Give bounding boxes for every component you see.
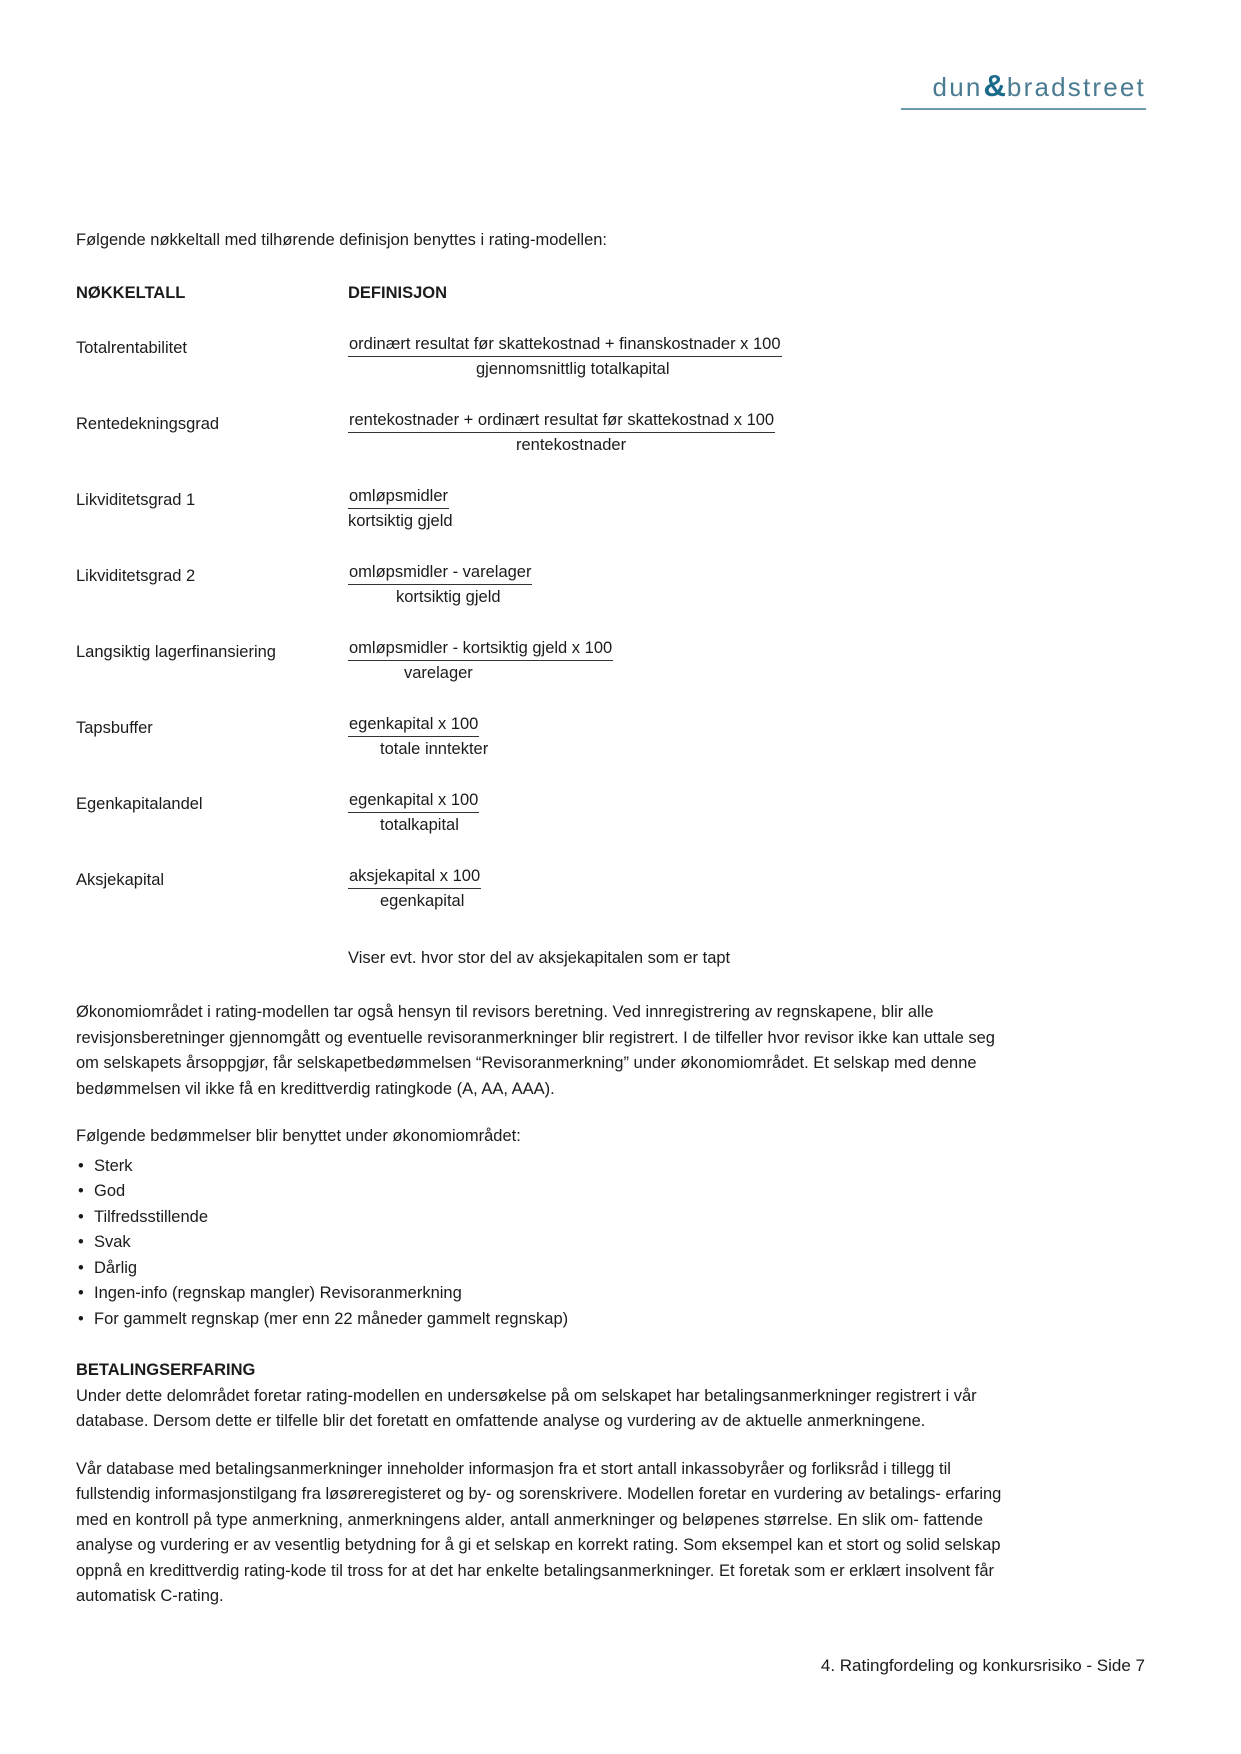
logo-text-dun: dun [932, 72, 983, 102]
list-item: • Dårlig [76, 1256, 1076, 1282]
table-note-row [76, 941, 1036, 970]
table-header-row [76, 284, 1036, 333]
key-figure-name: Likviditetsgrad 1 [76, 491, 196, 509]
formula-denominator: kortsiktig gjeld [396, 588, 501, 606]
column-header-definition: DEFINISJON [348, 284, 448, 302]
table-note-spacer [76, 941, 348, 970]
key-figure-definition [348, 333, 1036, 409]
formula-numerator: aksjekapital x 100 [348, 865, 481, 889]
assessments-intro: Følgende bedømmelser blir benyttet under økonomiområdet: [76, 1127, 521, 1145]
key-figure-definition [348, 485, 1036, 561]
table-row [76, 485, 1036, 561]
table-row [76, 561, 1036, 637]
formula-denominator: totalkapital [380, 816, 459, 834]
key-figure-name: Totalrentabilitet [76, 339, 187, 357]
table-row [76, 409, 1036, 485]
key-figure-name: Langsiktig lagerfinansiering [76, 643, 276, 661]
table-body [76, 333, 1036, 970]
logo-underline-divider [901, 108, 1146, 110]
page-footer: 4. Ratingfordeling og konkursrisiko - Side 7 [820, 1656, 1145, 1675]
formula-denominator: gjennomsnittlig totalkapital [476, 360, 670, 378]
dun-bradstreet-logo [933, 68, 1146, 104]
formula-denominator: egenkapital [380, 892, 465, 910]
list-item: • Tilfredsstillende [76, 1205, 1076, 1231]
formula-numerator: omløpsmidler - kortsiktig gjeld x 100 [348, 637, 613, 661]
assessments-list [76, 1154, 1076, 1333]
logo-text-bradstreet: bradstreet [1006, 72, 1146, 102]
section-heading-betalingserfaring: BETALINGSERFARING [76, 1361, 256, 1379]
column-header-key-figures: NØKKELTALL [76, 284, 186, 302]
formula-numerator: rentekostnader + ordinært resultat før skattekostnad x 100 [348, 409, 775, 433]
key-figure-name: Tapsbuffer [76, 719, 153, 737]
formula-numerator: ordinært resultat før skattekostnad + finanskostnader x 100 [348, 333, 782, 357]
table-row [76, 637, 1036, 713]
table-head [76, 284, 1036, 333]
table-row [76, 333, 1036, 409]
key-figure-name: Rentedekningsgrad [76, 415, 220, 433]
key-figure-name: Likviditetsgrad 2 [76, 567, 196, 585]
key-figure-definition [348, 865, 1036, 941]
key-figure-definition [348, 713, 1036, 789]
table-row [76, 713, 1036, 789]
list-item: • Ingen-info (regnskap mangler) Revisoranmerkning [76, 1281, 1076, 1307]
key-figure-definition [348, 409, 1036, 485]
table-note: Viser evt. hvor stor del av aksjekapitalen som er tapt [348, 949, 731, 967]
payment-paragraph-1: Under dette delområdet foretar rating-modellen en undersøkelse på om selskapet har betalingsanmerkninger registrert i vår database. Dersom dette er tilfelle blir det foretatt en omfattende analyse og vurdering av de aktuelle anmerkningene. [76, 1386, 977, 1430]
formula-denominator: totale inntekter [380, 740, 489, 758]
formula-numerator: egenkapital x 100 [348, 713, 479, 737]
key-figure-name: Egenkapitalandel [76, 795, 203, 813]
logo-ampersand-icon: & [983, 68, 1006, 103]
key-figure-name: Aksjekapital [76, 871, 165, 889]
formula-denominator: rentekostnader [516, 436, 627, 454]
payment-paragraph-2: Vår database med betalingsanmerkninger inneholder informasjon fra et stort antall inkassobyråer og forliksråd i tillegg til fullstendig informasjonstilgang fra løsøreregisteret og by- og sorenskrivere. Modellen foretar en vurdering av betalings- erfaring med en kontroll på type anmerkning, anmerkningens alder, antall anmerkninger og beløpenes størrelse. En slik om- fattende analyse og vurdering er av vesentlig betydning for å gi et selskap en korrekt rating. Som eksempel kan et stort og solid selskap oppnå en kredittverdig rating-kode til tross for at det har enkelte betalingsanmerkninger. Et foretak som er erklært insolvent får automatisk C-rating. [76, 1459, 1002, 1605]
formula-numerator: omløpsmidler - varelager [348, 561, 532, 585]
formula-numerator: omløpsmidler [348, 485, 449, 509]
key-figures-table [76, 284, 1036, 970]
formula-numerator: egenkapital x 100 [348, 789, 479, 813]
list-item: • Sterk [76, 1154, 1076, 1180]
table-row [76, 789, 1036, 865]
table-row [76, 865, 1036, 941]
key-figure-definition [348, 789, 1036, 865]
key-figure-definition [348, 637, 1036, 713]
list-item: • For gammelt regnskap (mer enn 22 måneder gammelt regnskap) [76, 1307, 1076, 1333]
formula-denominator: kortsiktig gjeld [348, 512, 453, 530]
intro-paragraph: Følgende nøkkeltall med tilhørende definisjon benyttes i rating-modellen: [76, 231, 608, 249]
key-figure-definition [348, 561, 1036, 637]
formula-denominator: varelager [404, 664, 473, 682]
list-item: • God [76, 1179, 1076, 1205]
economy-paragraph: Økonomiområdet i rating-modellen tar også hensyn til revisors beretning. Ved innregistrering av regnskapene, blir alle revisjonsberetninger gjennomgått og eventuelle revisoranmerkninger blir registrert. I de tilfeller hvor revisor ikke kan uttale seg om selskapets årsoppgjør, får selskapetbedømmelsen “Revisoranmerkning” under økonomiområdet. Et selskap med denne bedømmelsen vil ikke få en kredittverdig ratingkode (A, AA, AAA). [76, 1003, 995, 1098]
document-content [76, 228, 1076, 1632]
list-item: • Svak [76, 1230, 1076, 1256]
